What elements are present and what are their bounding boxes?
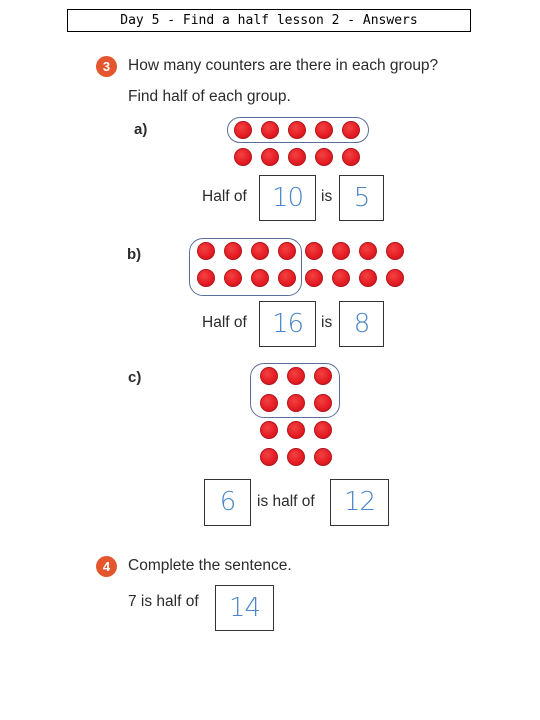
counter (314, 367, 332, 385)
counter (261, 148, 279, 166)
counter (278, 242, 296, 260)
part-c-half-answer-box[interactable]: 6 (204, 479, 251, 526)
counter (314, 448, 332, 466)
question-4-answer-box[interactable]: 14 (215, 585, 274, 631)
part-c-total-answer-box[interactable]: 12 (330, 479, 389, 526)
question-4-number-badge: 4 (96, 556, 117, 577)
part-b-is-text: is (321, 314, 333, 331)
part-b-half-of-text: Half of (202, 314, 247, 331)
counter (234, 121, 252, 139)
question-4-prompt: Complete the sentence. (128, 557, 292, 574)
counter (287, 394, 305, 412)
counter (305, 242, 323, 260)
counter (261, 121, 279, 139)
counter (314, 394, 332, 412)
counter (359, 269, 377, 287)
counter (386, 269, 404, 287)
part-a-half-of-text: Half of (202, 188, 247, 205)
counter (359, 242, 377, 260)
counter (260, 367, 278, 385)
counter (342, 148, 360, 166)
question-3-instruction: Find half of each group. (128, 88, 291, 105)
part-a-label: a) (134, 121, 148, 138)
counter (197, 242, 215, 260)
counter (234, 148, 252, 166)
counter (224, 269, 242, 287)
counter (305, 269, 323, 287)
counter (332, 242, 350, 260)
counter (197, 269, 215, 287)
counter (287, 421, 305, 439)
question-3-number-badge: 3 (96, 56, 117, 77)
counter (342, 121, 360, 139)
part-c-is-half-of-text: is half of (257, 493, 315, 510)
counter (260, 421, 278, 439)
counter (332, 269, 350, 287)
counter (386, 242, 404, 260)
counter (251, 242, 269, 260)
counter (278, 269, 296, 287)
counter (288, 148, 306, 166)
counter (287, 367, 305, 385)
part-b-label: b) (127, 246, 142, 263)
counter (287, 448, 305, 466)
page-header: Day 5 - Find a half lesson 2 - Answers (67, 9, 471, 32)
counter (260, 448, 278, 466)
counter (315, 121, 333, 139)
counter (314, 421, 332, 439)
part-a-total-answer-box[interactable]: 10 (259, 175, 316, 221)
part-a-half-answer-box[interactable]: 5 (339, 175, 384, 221)
part-a-counter-array (226, 113, 376, 173)
part-c-counter-array (249, 362, 349, 472)
counter (224, 242, 242, 260)
part-c-label: c) (128, 369, 142, 386)
question-3-prompt: How many counters are there in each group? (128, 57, 439, 74)
counter (260, 394, 278, 412)
part-b-counter-array (188, 238, 410, 298)
part-b-half-answer-box[interactable]: 8 (339, 301, 384, 347)
counter (251, 269, 269, 287)
counter (315, 148, 333, 166)
counter (288, 121, 306, 139)
part-b-total-answer-box[interactable]: 16 (259, 301, 316, 347)
part-a-is-text: is (321, 188, 333, 205)
question-4-sentence: 7 is half of (128, 593, 199, 610)
